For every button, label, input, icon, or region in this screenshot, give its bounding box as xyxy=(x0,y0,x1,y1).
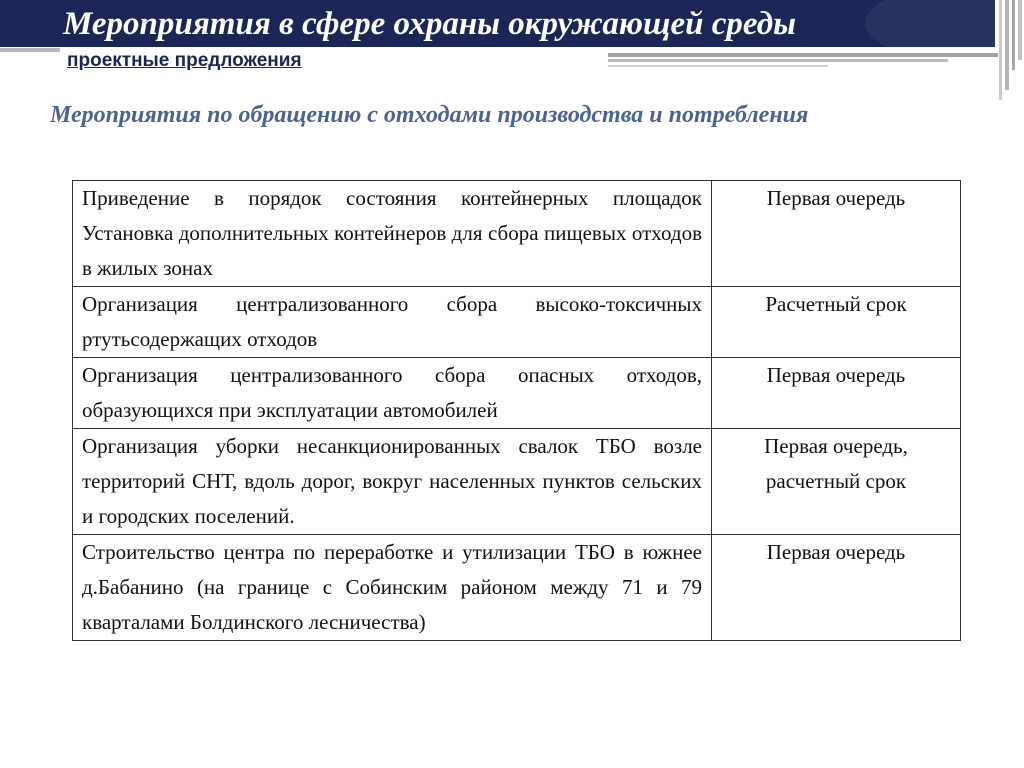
measure-cell: Организация централизованного сбора опасных отходов, образующихся при эксплуатации автомобилей xyxy=(73,358,712,429)
stage-cell: Первая очередь, расчетный срок xyxy=(712,429,961,535)
measure-cell: Организация уборки несанкционированных свалок ТБО возле территорий СНТ, вдоль дорог, вокруг населенных пунктов сельских и городских поселений. xyxy=(73,429,712,535)
stage-cell: Первая очередь xyxy=(712,535,961,641)
accent-line-right-middle xyxy=(608,59,948,62)
accent-line-left xyxy=(0,48,60,52)
slide-title: Мероприятия в сфере охраны окружающей среды xyxy=(63,6,796,42)
accent-line-right-top xyxy=(608,53,998,57)
accent-line-right-bottom xyxy=(608,65,828,67)
measure-cell: Организация централизованного сбора высоко-токсичных ртутьсодержащих отходов xyxy=(73,287,712,358)
slide-subtitle: проектные предложения xyxy=(67,50,302,71)
table-row xyxy=(73,181,961,287)
table-row xyxy=(73,429,961,535)
stage-cell: Расчетный срок xyxy=(712,287,961,358)
decor-stripe xyxy=(1012,0,1015,70)
decor-stripe xyxy=(1005,0,1009,90)
table-row xyxy=(73,287,961,358)
table-row xyxy=(73,358,961,429)
measure-cell: Приведение в порядок состояния контейнерных площадок Установка дополнительных контейнеров для сбора пищевых отходов в жилых зонах xyxy=(73,181,712,287)
measure-cell: Строительство центра по переработке и утилизации ТБО в южнее д.Бабанино (на границе с Собинским районом между 71 и 79 кварталами Болдинского лесничества) xyxy=(73,535,712,641)
table-row xyxy=(73,535,961,641)
section-heading: Мероприятия по обращению с отходами производства и потребления xyxy=(50,102,809,128)
decor-stripe xyxy=(1018,0,1022,60)
stage-cell: Первая очередь xyxy=(712,181,961,287)
decor-stripe xyxy=(999,0,1002,100)
stage-cell: Первая очередь xyxy=(712,358,961,429)
measures-table xyxy=(72,180,961,641)
title-band xyxy=(0,0,995,47)
